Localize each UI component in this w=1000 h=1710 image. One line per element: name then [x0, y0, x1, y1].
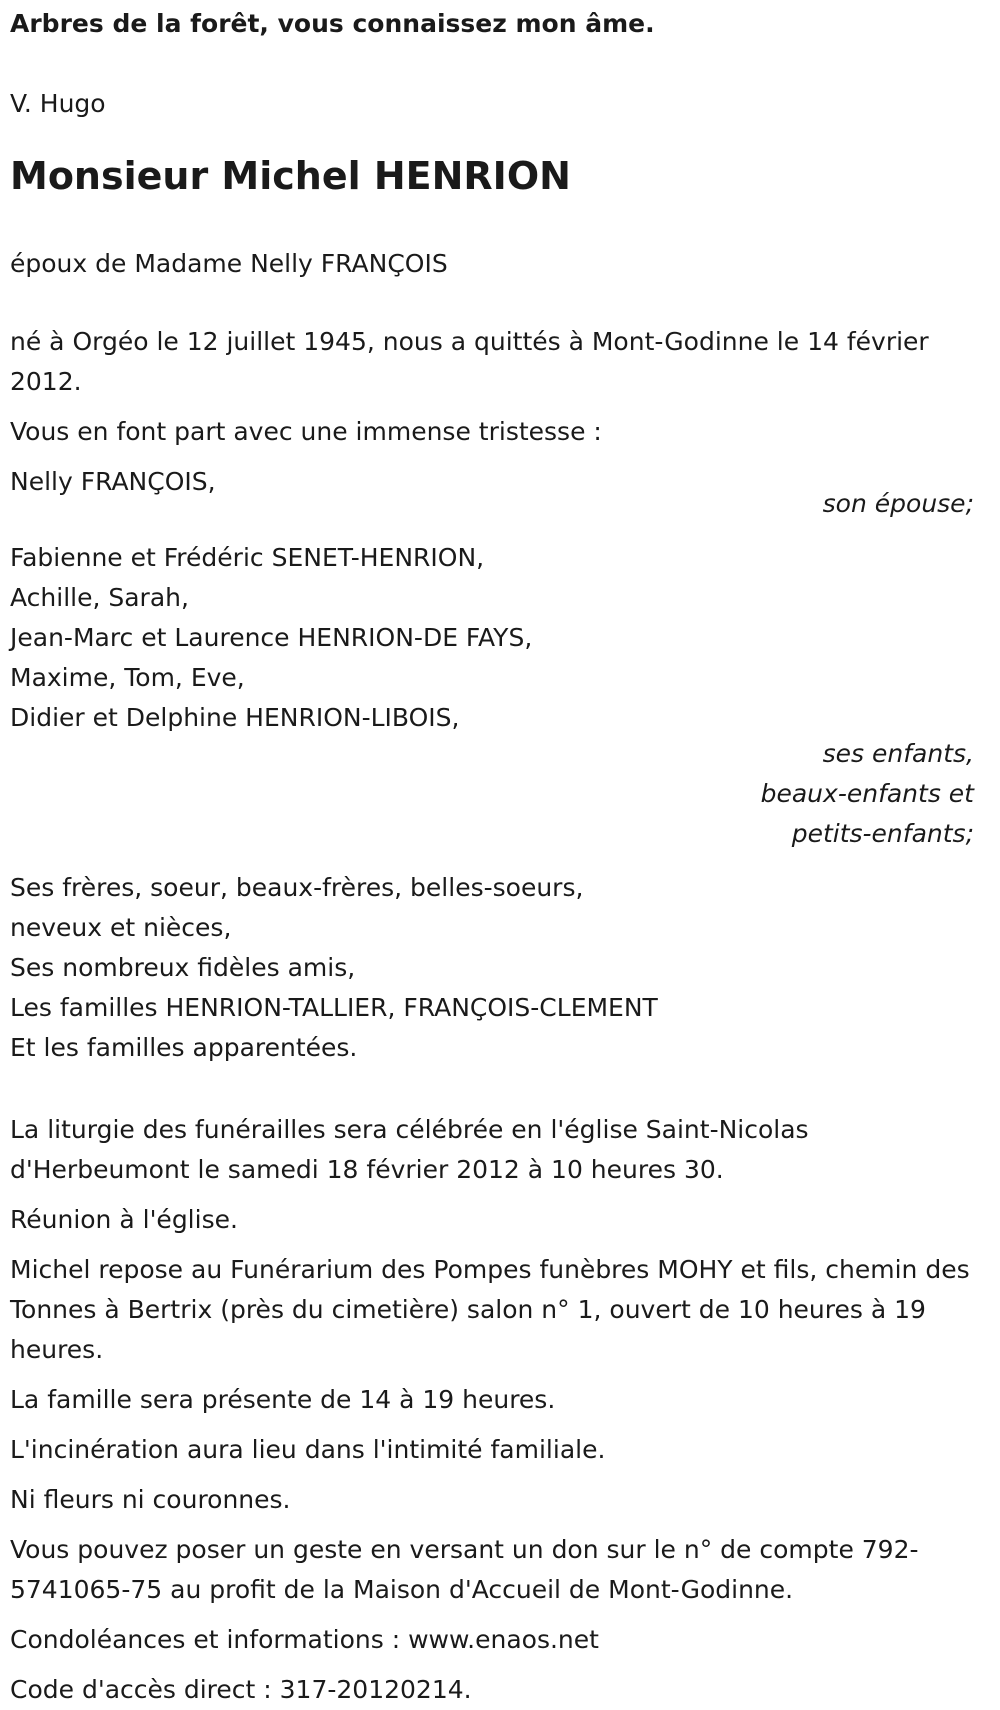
family-presence-info: La famille sera présente de 14 à 19 heures. [10, 1385, 556, 1414]
other-family-line: Et les familles apparentées. [10, 1033, 358, 1062]
children-line: Didier et Delphine HENRION-LIBOIS, [10, 703, 460, 732]
spouse-relation: son épouse; [822, 489, 974, 518]
children-relation: ses enfants, beaux-enfants et petits-enfants; [760, 739, 974, 848]
condolences-info: Condoléances et informations : www.enaos.net [10, 1625, 599, 1654]
cremation-info: L'incinération aura lieu dans l'intimité familiale. [10, 1435, 606, 1464]
no-flowers-info: Ni fleurs ni couronnes. [10, 1485, 291, 1514]
spouse-name: Nelly FRANÇOIS, [10, 467, 216, 496]
liturgy-info: La liturgie des funérailles sera célébrée en l'église Saint-Nicolas d'Herbeumont le samedi 18 février 2012 à 10 heures 30. [10, 1115, 809, 1184]
children-line: Jean-Marc et Laurence HENRION-DE FAYS, [10, 623, 533, 652]
funerarium-info: Michel repose au Funérarium des Pompes funèbres MOHY et fils, chemin des Tonnes à Bertrix (près du cimetière) salon n° 1, ouvert de 10 heures à 19 heures. [10, 1255, 970, 1364]
children-line: Fabienne et Frédéric SENET-HENRION, [10, 543, 485, 572]
spouse-block [10, 462, 990, 524]
spouse-of-line: époux de Madame Nelly FRANÇOIS [10, 249, 448, 278]
other-family-line: Ses nombreux fidèles amis, [10, 953, 356, 982]
announcement-intro: Vous en font part avec une immense tristesse : [10, 417, 602, 446]
other-family-line: Ses frères, soeur, beaux-frères, belles-soeurs, [10, 873, 584, 902]
other-family-line: neveux et nièces, [10, 913, 232, 942]
children-line: Maxime, Tom, Eve, [10, 663, 245, 692]
epigraph-attribution: V. Hugo [10, 89, 106, 118]
children-block [10, 538, 990, 854]
other-family-block [10, 868, 990, 1068]
funeral-details [10, 1110, 990, 1710]
donation-info: Vous pouvez poser un geste en versant un don sur le n° de compte 792-5741065-75 au profit de la Maison d'Accueil de Mont-Godinne. [10, 1535, 919, 1604]
meeting-info: Réunion à l'église. [10, 1205, 238, 1234]
epigraph: Arbres de la forêt, vous connaissez mon âme. [10, 9, 655, 38]
deceased-name: Monsieur Michel HENRION [10, 154, 571, 198]
children-line: Achille, Sarah, [10, 583, 189, 612]
access-code-info: Code d'accès direct : 317-20120214. [10, 1675, 472, 1704]
other-family-line: Les familles HENRION-TALLIER, FRANÇOIS-CLEMENT [10, 993, 658, 1022]
birth-death-line: né à Orgéo le 12 juillet 1945, nous a quittés à Mont-Godinne le 14 février 2012. [10, 327, 929, 396]
